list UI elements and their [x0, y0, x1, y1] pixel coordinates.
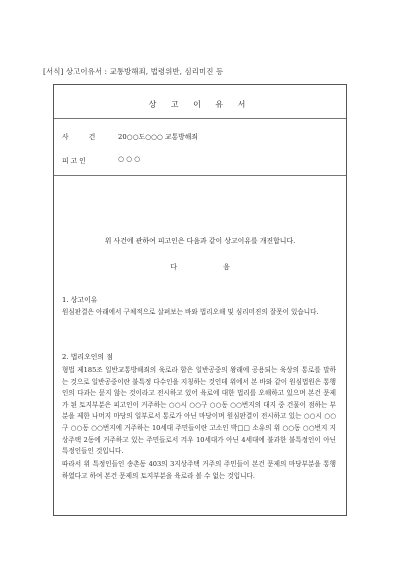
section2-paragraph-2: 따라서 위 특정인들인 송촌동 403의 3지상주택 거주의 주민들이 본건 문제의 마당부분을 통행하였다고 하여 본건 문제의 토지부분을 육로라 볼 수 없는 것입니다. — [62, 460, 336, 480]
header-divider — [54, 175, 346, 176]
title-divider — [54, 118, 346, 119]
defendant-row — [62, 155, 141, 165]
section1-body: 원심판결은 아래에서 구체적으로 살펴보는 바와 법리오해 및 심리미진의 잘못이 있습니다. — [62, 308, 319, 316]
section1-heading: 1. 상고이유 — [62, 296, 98, 304]
da-eum-heading: 다 음 — [170, 263, 230, 271]
defendant-label: 피고인 — [62, 157, 88, 165]
section2-paragraph-1: 형법 제185조 일반교통방해죄의 육로라 함은 일반공중의 왕래에 공용되는 육상의 통로를 말하는 것으로 일반공중이란 불특정 다수인을 지칭하는 것인데 위에서 본 바와 같이 원심법원은 통행인의 다과는 묻지 않는 것이라고 전시하고 있어 육로에 대한 법리를 오해하고 있으며 본건 문제가 된 토지부분은 피고인이 거주하는 ○○시 ○○구 ○○동 ○○번지의 대지 중 건물이 점하는 부분을 제한 나머지 마당의 일부로서 통로가 아닌 마당이며 원심판결이 전시하고 있는 ○○시 ○○구 ○○동 ○○번지에 거주하는 10세대 주민들이란 고소인 박□□ 소유의 위 ○○동 ○○번지 지상주택 2동에 거주하고 있는 주민들로서 겨우 10세대가 아닌 4세대에 불과한 불특정인이 아닌 특정인들인 것입니다. — [62, 366, 336, 456]
case-row — [62, 131, 198, 141]
defendant-value: ○ ○ ○ — [118, 155, 141, 163]
document-title: 상 고 이 유 서 — [148, 100, 252, 109]
case-label: 사 건 — [62, 133, 105, 141]
appeal-document — [53, 84, 347, 516]
form-caption: [서식] 상고이유서 : 교통방해죄, 법령위반, 심리미진 등 — [43, 67, 224, 76]
section2-heading: 2. 법리오인의 점 — [62, 353, 113, 361]
intro-sentence: 위 사건에 관하여 피고인은 다음과 같이 상고이유를 개진합니다. — [104, 237, 296, 245]
case-value: 20○○도○○○ 교통방해죄 — [118, 133, 198, 141]
